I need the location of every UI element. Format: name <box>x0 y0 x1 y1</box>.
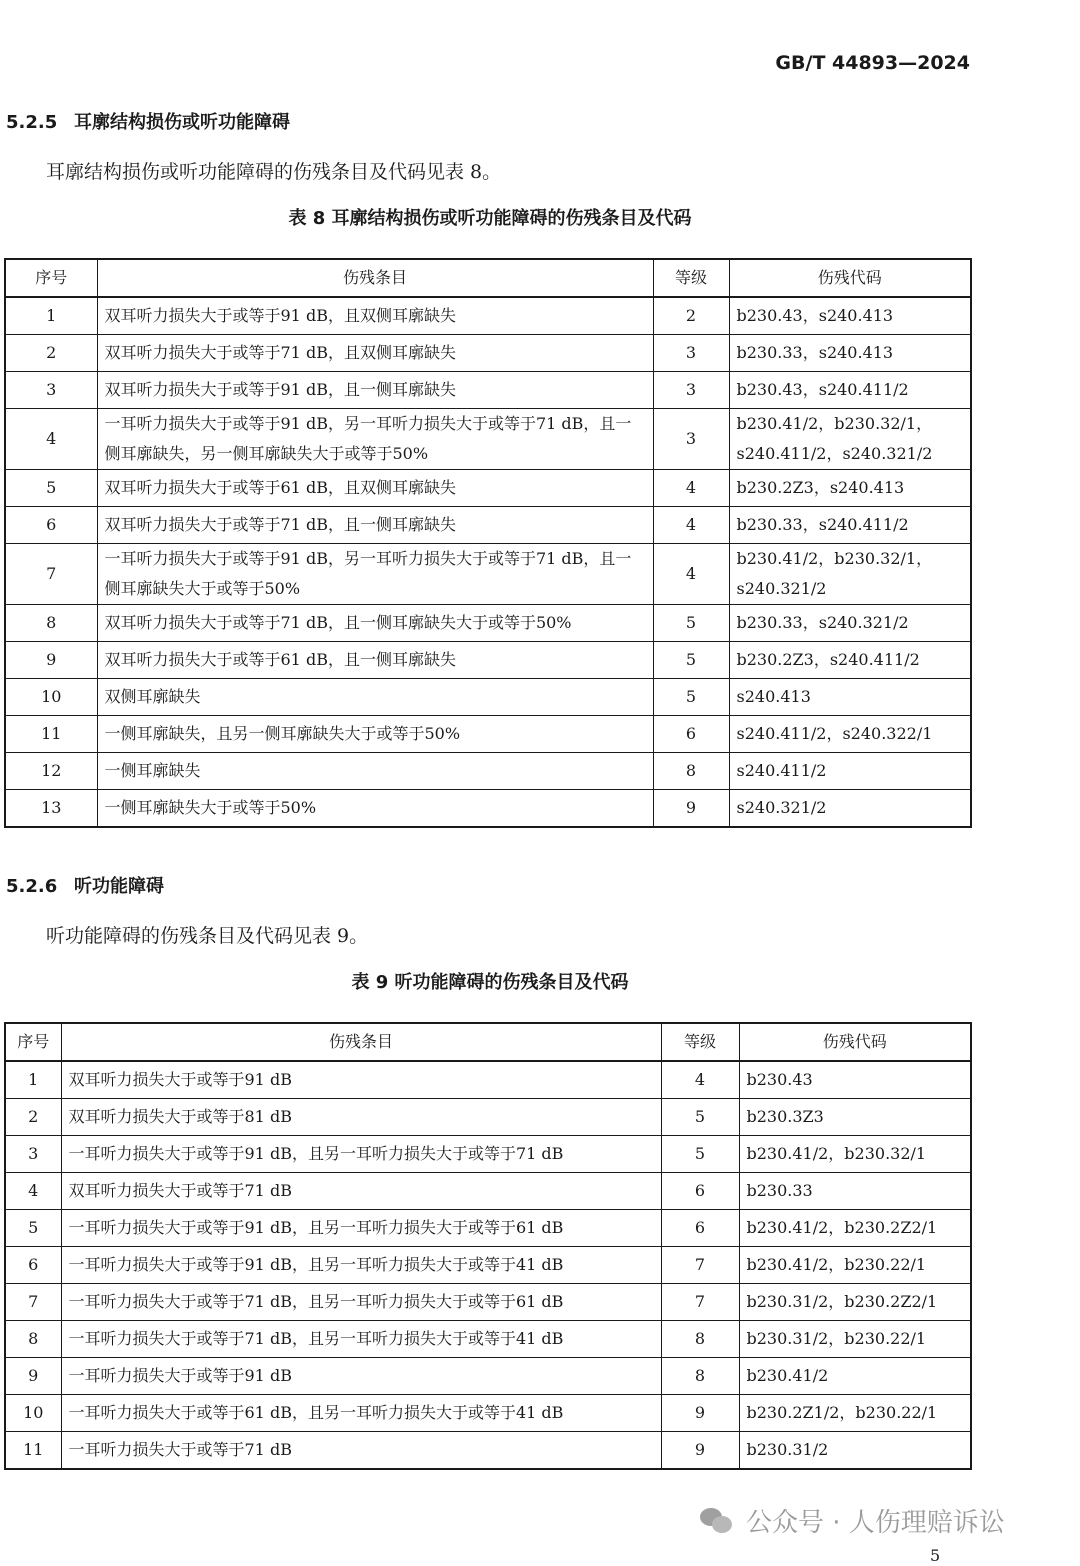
row-number: 2 <box>5 335 97 372</box>
table-row <box>5 409 971 470</box>
row-grade: 5 <box>661 1136 739 1173</box>
row-grade: 5 <box>653 642 729 679</box>
row-number: 10 <box>5 679 97 716</box>
col-header-num: 序号 <box>5 1023 61 1061</box>
row-grade: 4 <box>653 544 729 605</box>
row-number: 7 <box>5 1284 61 1321</box>
table-row <box>5 1395 971 1432</box>
row-item: 一侧耳廓缺失大于或等于50% <box>97 790 653 828</box>
row-grade: 3 <box>653 409 729 470</box>
row-code: s240.411/2 <box>729 753 971 790</box>
row-grade: 8 <box>653 753 729 790</box>
row-number: 10 <box>5 1395 61 1432</box>
row-grade: 3 <box>653 335 729 372</box>
row-item: 一耳听力损失大于或等于71 dB <box>61 1432 661 1470</box>
row-grade: 5 <box>653 605 729 642</box>
row-item: 一耳听力损失大于或等于91 dB，且另一耳听力损失大于或等于61 dB <box>61 1210 661 1247</box>
col-header-code: 伤残代码 <box>729 259 971 297</box>
row-grade: 3 <box>653 372 729 409</box>
row-grade: 4 <box>661 1061 739 1099</box>
table-row <box>5 1432 971 1470</box>
row-grade: 4 <box>653 470 729 507</box>
table-row <box>5 1061 971 1099</box>
row-item: 双侧耳廓缺失 <box>97 679 653 716</box>
table8 <box>4 258 972 828</box>
row-code: b230.41/2，b230.32/1 <box>739 1136 971 1173</box>
table-row <box>5 507 971 544</box>
row-code: b230.2Z3，s240.411/2 <box>729 642 971 679</box>
section-5-2-5-heading <box>6 108 290 134</box>
row-number: 11 <box>5 1432 61 1470</box>
row-grade: 6 <box>661 1210 739 1247</box>
row-item: 一耳听力损失大于或等于91 dB，另一耳听力损失大于或等于71 dB，且一侧耳廓缺失，另一侧耳廓缺失大于或等于50% <box>97 409 653 470</box>
row-grade: 2 <box>653 297 729 335</box>
row-code: b230.33，s240.413 <box>729 335 971 372</box>
table-row <box>5 716 971 753</box>
row-number: 5 <box>5 470 97 507</box>
section-5-2-5-paragraph: 耳廓结构损伤或听功能障碍的伤残条目及代码见表 8。 <box>46 161 502 183</box>
row-item: 双耳听力损失大于或等于61 dB，且双侧耳廓缺失 <box>97 470 653 507</box>
row-number: 1 <box>5 297 97 335</box>
watermark-text: 公众号 · 人伤理赔诉讼 <box>746 1508 1005 1538</box>
row-code: b230.41/2，b230.22/1 <box>739 1247 971 1284</box>
row-code: b230.41/2，b230.32/1，s240.411/2，s240.321/2 <box>729 409 971 470</box>
row-item: 双耳听力损失大于或等于71 dB，且一侧耳廓缺失大于或等于50% <box>97 605 653 642</box>
section-number: 5.2.5 <box>6 112 58 133</box>
row-number: 13 <box>5 790 97 828</box>
row-grade: 9 <box>661 1395 739 1432</box>
row-grade: 9 <box>661 1432 739 1470</box>
section-5-2-6-paragraph: 听功能障碍的伤残条目及代码见表 9。 <box>46 925 369 947</box>
row-code: b230.33 <box>739 1173 971 1210</box>
row-grade: 6 <box>653 716 729 753</box>
row-code: s240.321/2 <box>729 790 971 828</box>
table-row <box>5 790 971 828</box>
row-code: b230.43，s240.411/2 <box>729 372 971 409</box>
row-item: 双耳听力损失大于或等于71 dB <box>61 1173 661 1210</box>
row-item: 一侧耳廓缺失，且另一侧耳廓缺失大于或等于50% <box>97 716 653 753</box>
table9-header-row <box>5 1023 971 1061</box>
row-number: 6 <box>5 507 97 544</box>
row-grade: 4 <box>653 507 729 544</box>
row-code: b230.31/2，b230.2Z2/1 <box>739 1284 971 1321</box>
row-grade: 6 <box>661 1173 739 1210</box>
row-item: 一耳听力损失大于或等于91 dB，另一耳听力损失大于或等于71 dB，且一侧耳廓缺失大于或等于50% <box>97 544 653 605</box>
standard-code: GB/T 44893—2024 <box>775 52 970 74</box>
table-row <box>5 753 971 790</box>
row-item: 一耳听力损失大于或等于71 dB，且另一耳听力损失大于或等于61 dB <box>61 1284 661 1321</box>
table-row <box>5 544 971 605</box>
row-grade: 8 <box>661 1358 739 1395</box>
row-item: 一耳听力损失大于或等于91 dB，且另一耳听力损失大于或等于71 dB <box>61 1136 661 1173</box>
section-5-2-6-heading <box>6 872 164 898</box>
row-item: 双耳听力损失大于或等于71 dB，且双侧耳廓缺失 <box>97 335 653 372</box>
section-title: 听功能障碍 <box>74 876 164 897</box>
table9 <box>4 1022 972 1470</box>
row-number: 7 <box>5 544 97 605</box>
row-number: 9 <box>5 1358 61 1395</box>
table-row <box>5 679 971 716</box>
row-number: 5 <box>5 1210 61 1247</box>
row-number: 11 <box>5 716 97 753</box>
col-header-code: 伤残代码 <box>739 1023 971 1061</box>
row-number: 3 <box>5 372 97 409</box>
row-code: s240.411/2，s240.322/1 <box>729 716 971 753</box>
section-number: 5.2.6 <box>6 876 58 897</box>
page-number: 5 <box>930 1546 941 1565</box>
row-code: b230.31/2，b230.22/1 <box>739 1321 971 1358</box>
row-number: 4 <box>5 409 97 470</box>
table-row <box>5 1321 971 1358</box>
row-item: 双耳听力损失大于或等于81 dB <box>61 1099 661 1136</box>
table-row <box>5 1099 971 1136</box>
row-grade: 7 <box>661 1247 739 1284</box>
row-item: 一耳听力损失大于或等于91 dB，且另一耳听力损失大于或等于41 dB <box>61 1247 661 1284</box>
table8-title: 表 8 耳廓结构损伤或听功能障碍的伤残条目及代码 <box>288 208 692 229</box>
row-code: b230.2Z3，s240.413 <box>729 470 971 507</box>
table-row <box>5 372 971 409</box>
col-header-grade: 等级 <box>653 259 729 297</box>
col-header-num: 序号 <box>5 259 97 297</box>
table-row <box>5 605 971 642</box>
watermark <box>700 1502 1005 1539</box>
row-number: 6 <box>5 1247 61 1284</box>
table-row <box>5 1136 971 1173</box>
row-item: 双耳听力损失大于或等于91 dB <box>61 1061 661 1099</box>
row-number: 2 <box>5 1099 61 1136</box>
row-item: 一侧耳廓缺失 <box>97 753 653 790</box>
table-row <box>5 1284 971 1321</box>
row-code: b230.41/2，b230.2Z2/1 <box>739 1210 971 1247</box>
table-row <box>5 297 971 335</box>
row-code: s240.413 <box>729 679 971 716</box>
row-grade: 5 <box>661 1099 739 1136</box>
row-grade: 7 <box>661 1284 739 1321</box>
row-number: 3 <box>5 1136 61 1173</box>
table-row <box>5 642 971 679</box>
row-code: b230.33，s240.321/2 <box>729 605 971 642</box>
table-row <box>5 1173 971 1210</box>
row-code: b230.41/2 <box>739 1358 971 1395</box>
table-row <box>5 470 971 507</box>
row-item: 双耳听力损失大于或等于91 dB，且双侧耳廓缺失 <box>97 297 653 335</box>
table-row <box>5 335 971 372</box>
row-item: 一耳听力损失大于或等于91 dB <box>61 1358 661 1395</box>
row-number: 8 <box>5 605 97 642</box>
table9-title: 表 9 听功能障碍的伤残条目及代码 <box>351 972 629 993</box>
wechat-icon <box>700 1506 736 1536</box>
row-code: b230.31/2 <box>739 1432 971 1470</box>
row-item: 一耳听力损失大于或等于71 dB，且另一耳听力损失大于或等于41 dB <box>61 1321 661 1358</box>
section-title: 耳廓结构损伤或听功能障碍 <box>74 112 290 133</box>
table-row <box>5 1210 971 1247</box>
row-number: 8 <box>5 1321 61 1358</box>
row-number: 1 <box>5 1061 61 1099</box>
row-code: b230.3Z3 <box>739 1099 971 1136</box>
row-item: 双耳听力损失大于或等于71 dB，且一侧耳廓缺失 <box>97 507 653 544</box>
col-header-item: 伤残条目 <box>97 259 653 297</box>
col-header-item: 伤残条目 <box>61 1023 661 1061</box>
row-code: b230.2Z1/2，b230.22/1 <box>739 1395 971 1432</box>
table8-header-row <box>5 259 971 297</box>
row-number: 9 <box>5 642 97 679</box>
col-header-grade: 等级 <box>661 1023 739 1061</box>
row-grade: 5 <box>653 679 729 716</box>
row-code: b230.41/2，b230.32/1，s240.321/2 <box>729 544 971 605</box>
row-code: b230.33，s240.411/2 <box>729 507 971 544</box>
table-row <box>5 1358 971 1395</box>
table-row <box>5 1247 971 1284</box>
row-number: 4 <box>5 1173 61 1210</box>
row-code: b230.43，s240.413 <box>729 297 971 335</box>
row-grade: 8 <box>661 1321 739 1358</box>
row-number: 12 <box>5 753 97 790</box>
row-item: 双耳听力损失大于或等于91 dB，且一侧耳廓缺失 <box>97 372 653 409</box>
row-item: 双耳听力损失大于或等于61 dB，且一侧耳廓缺失 <box>97 642 653 679</box>
row-code: b230.43 <box>739 1061 971 1099</box>
row-grade: 9 <box>653 790 729 828</box>
row-item: 一耳听力损失大于或等于61 dB，且另一耳听力损失大于或等于41 dB <box>61 1395 661 1432</box>
